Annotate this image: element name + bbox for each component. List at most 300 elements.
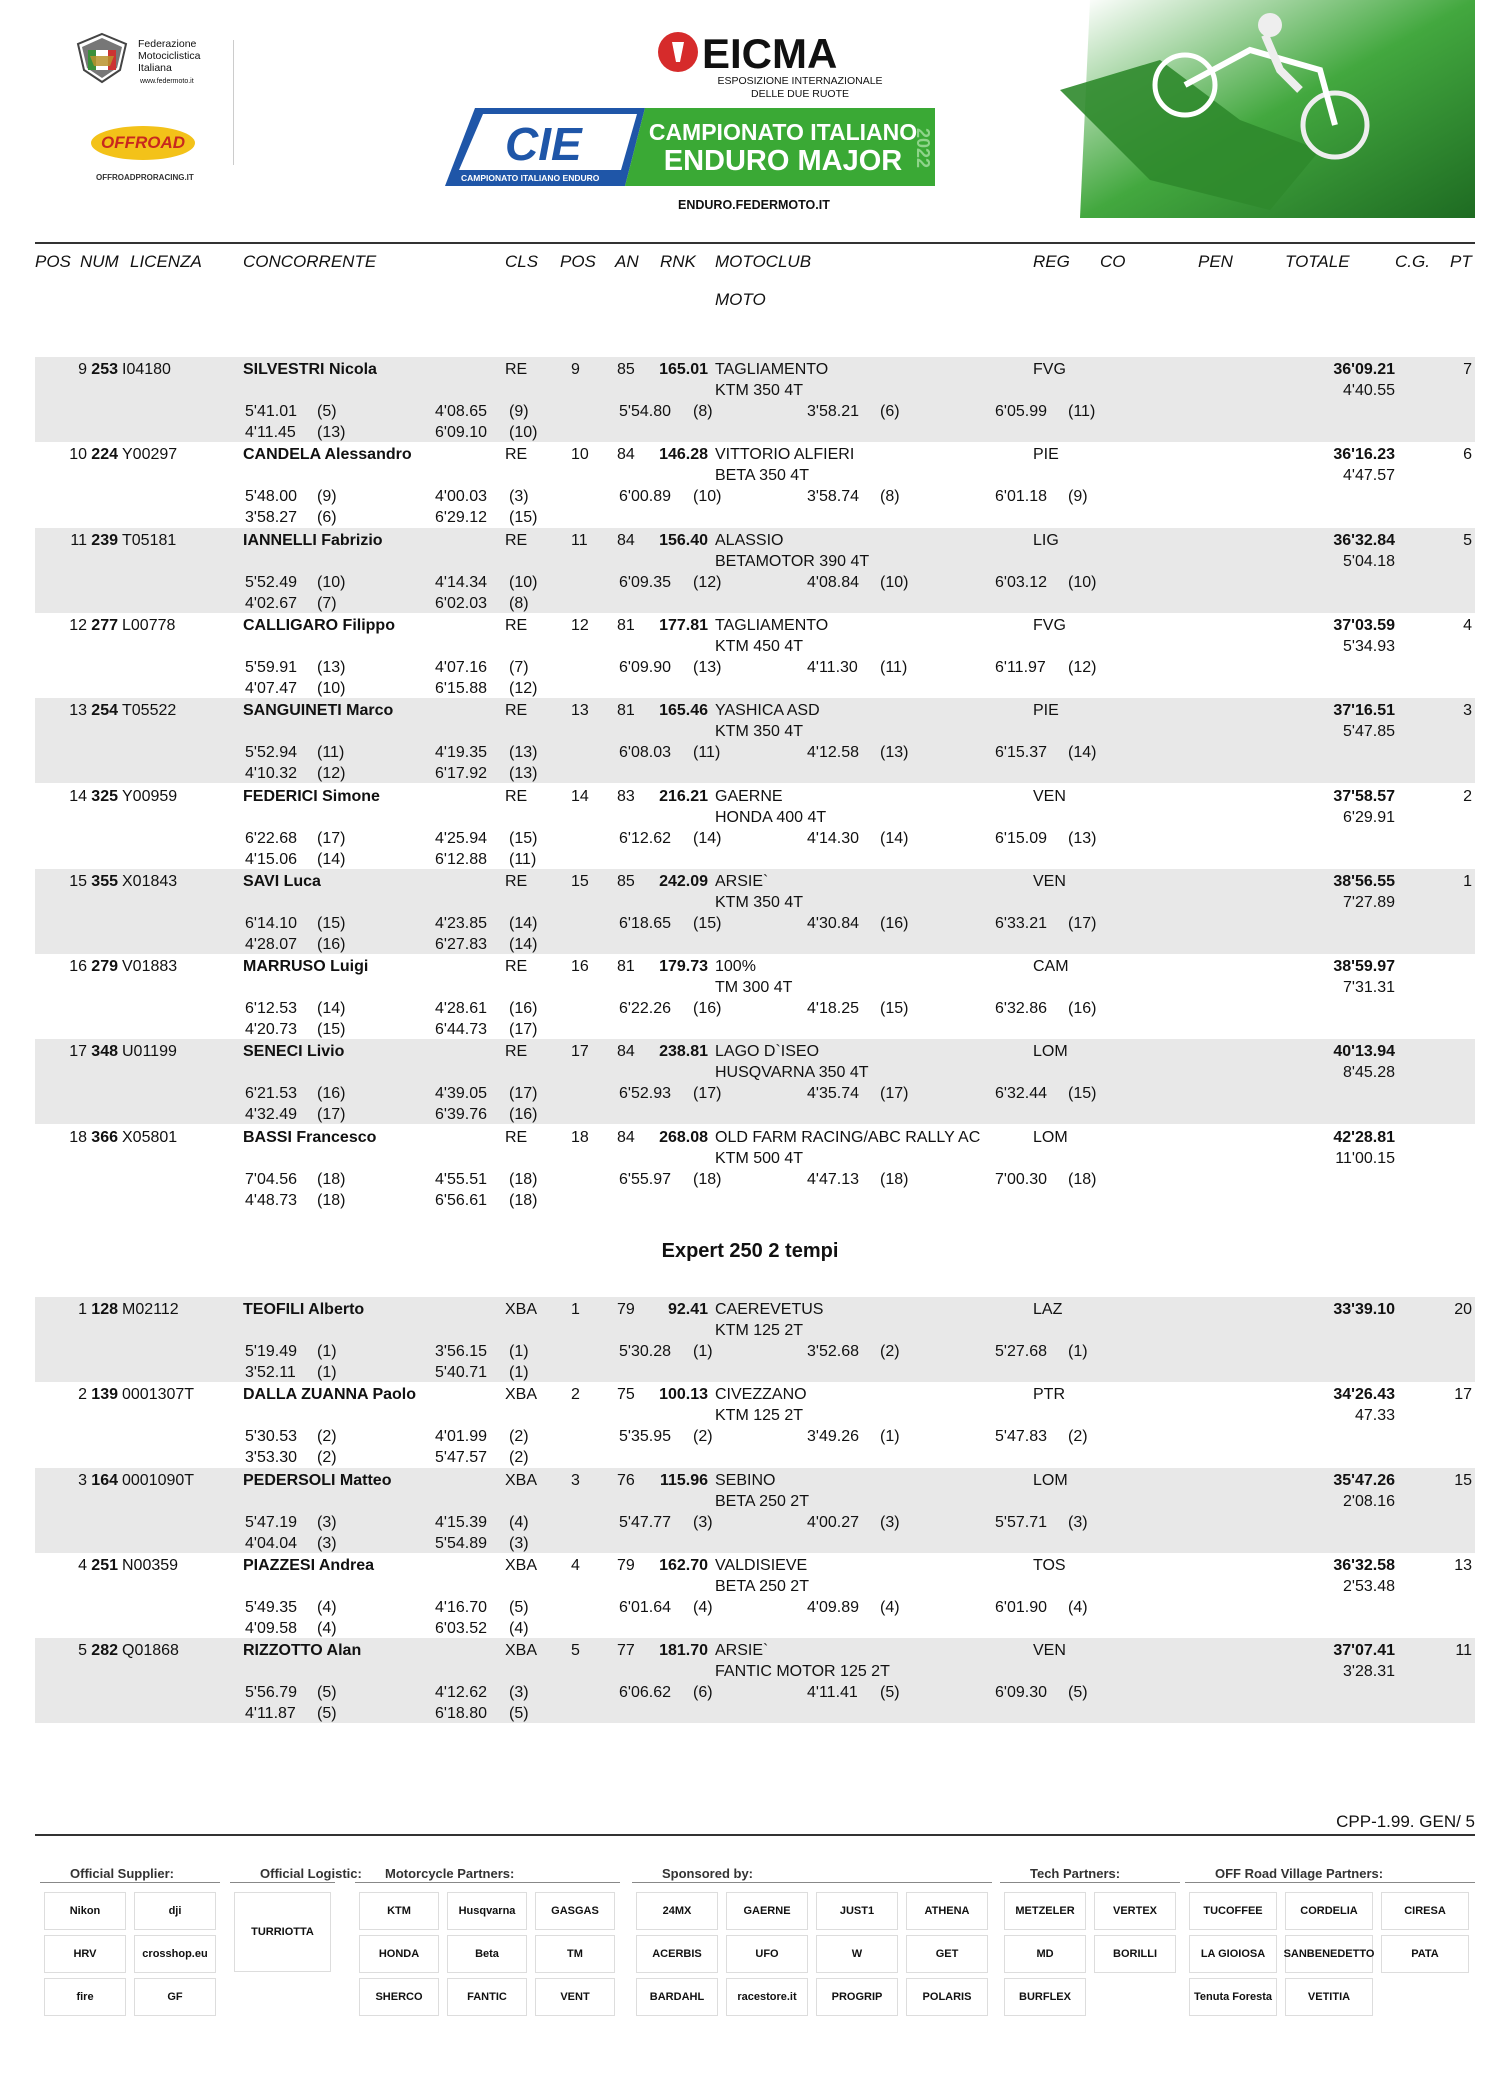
cell-pos2: 15 [571, 872, 589, 890]
cell-t4: 3'58.74 [807, 488, 859, 506]
cell-club: ALASSIO [715, 531, 784, 549]
footer-rule [35, 1834, 1475, 1836]
cell-p3: (2) [693, 1428, 713, 1446]
cell-gap: 7'27.89 [1343, 893, 1395, 911]
cell-reg: VEN [1033, 1642, 1066, 1660]
cell-t3: 6'09.90 [619, 658, 671, 676]
cell-rnk: 100.13 [659, 1386, 708, 1404]
cell-t7: 5'54.89 [435, 1534, 487, 1552]
cell-an: 77 [617, 1642, 635, 1660]
cell-num: 253 [91, 361, 118, 378]
sponsor-logo: dji [134, 1892, 216, 1930]
cell-p4: (2) [880, 1343, 900, 1360]
cell-p5: (18) [1068, 1170, 1097, 1188]
cell-pt: 4 [1463, 616, 1472, 634]
cell-pos2: 4 [571, 1556, 580, 1574]
sponsor-group-line [355, 1882, 620, 1883]
cell-num: 277 [91, 616, 118, 634]
cell-p7: (3) [509, 1534, 529, 1552]
cell-t6: 3'58.27 [245, 509, 297, 527]
cell-t2: 4'12.62 [435, 1684, 487, 1702]
cell-pos: 13 [69, 702, 87, 720]
cell-reg: FVG [1033, 616, 1066, 634]
cell-t1: 6'22.68 [245, 829, 297, 847]
cell-moto: BETA 350 4T [715, 467, 809, 485]
cell-p4: (8) [880, 488, 900, 506]
cell-p3: (13) [693, 658, 722, 676]
cell-pos2: 18 [571, 1128, 589, 1146]
cell-t3: 6'06.62 [619, 1684, 671, 1702]
cell-p7: (17) [509, 1021, 538, 1039]
cell-lic: T05522 [122, 702, 177, 720]
cell-p3: (12) [693, 573, 722, 591]
cell-num: 348 [91, 1043, 118, 1061]
cell-p5: (3) [1068, 1513, 1088, 1531]
cell-t5: 6'11.97 [995, 658, 1046, 676]
cell-reg: LAZ [1033, 1301, 1063, 1318]
cell-club: VITTORIO ALFIERI [715, 446, 855, 464]
cell-t6: 4'10.32 [245, 765, 297, 783]
table-row [35, 528, 1475, 613]
cell-p6: (1) [317, 1364, 337, 1381]
cell-t3: 6'08.03 [619, 744, 671, 762]
cell-p1: (16) [317, 1085, 346, 1103]
sponsor-logo: SANBENEDETTO [1285, 1935, 1373, 1973]
cell-t4: 4'11.41 [807, 1684, 858, 1702]
cell-t6: 4'02.67 [245, 594, 297, 612]
cell-cls: RE [505, 616, 528, 634]
cell-lic: N00359 [122, 1556, 179, 1574]
cell-t7: 6'02.03 [435, 594, 487, 612]
sponsor-logo: W [816, 1935, 898, 1973]
cell-t6: 4'09.58 [245, 1619, 297, 1637]
cell-p5: (14) [1068, 744, 1097, 762]
cell-p1: (1) [317, 1343, 337, 1360]
cell-t3: 6'00.89 [619, 488, 671, 506]
sponsor-logo: BORILLI [1094, 1935, 1176, 1973]
cell-tot: 42'28.81 [1333, 1128, 1395, 1146]
cell-t6: 4'32.49 [245, 1106, 297, 1124]
cell-cls: RE [505, 1128, 528, 1146]
cell-lic: L00778 [122, 616, 176, 634]
offroad-logo-text: OFFROAD [100, 133, 186, 152]
cell-pos2: 14 [571, 787, 589, 805]
cell-t6: 4'11.45 [245, 424, 296, 441]
cell-tot: 35'47.26 [1333, 1471, 1395, 1489]
sponsor-logo: CORDELIA [1285, 1892, 1373, 1930]
cell-pt: 13 [1454, 1556, 1472, 1574]
cell-cls: RE [505, 958, 528, 976]
cell-num: 224 [91, 446, 118, 464]
cell-rnk: 146.28 [659, 446, 708, 464]
cell-p7: (18) [509, 1191, 538, 1209]
cell-p7: (16) [509, 1106, 538, 1124]
cell-t6: 3'53.30 [245, 1449, 297, 1467]
cell-p3: (8) [693, 403, 713, 420]
sponsor-logo: GASGAS [535, 1892, 615, 1930]
cell-pos: 12 [69, 616, 87, 634]
col-moto: MOTO [715, 290, 766, 309]
sponsor-logo: SHERCO [359, 1978, 439, 2016]
cell-moto: HUSQVARNA 350 4T [715, 1064, 869, 1082]
cell-p4: (16) [880, 914, 909, 932]
cell-tot: 37'16.51 [1333, 702, 1395, 720]
cell-gap: 3'28.31 [1343, 1663, 1395, 1681]
col-totale: TOTALE [1285, 252, 1350, 271]
cell-p7: (11) [509, 850, 537, 868]
cell-reg: LIG [1033, 531, 1059, 549]
sponsor-logo: 24MX [636, 1892, 718, 1930]
cell-t5: 6'05.99 [995, 403, 1047, 420]
cell-rnk: 181.70 [659, 1642, 708, 1660]
cell-p5: (2) [1068, 1428, 1088, 1446]
cell-t6: 4'20.73 [245, 1021, 297, 1039]
cell-p4: (3) [880, 1513, 900, 1531]
offroad-logo [88, 122, 198, 164]
cell-t5: 6'01.18 [995, 488, 1047, 506]
cell-name: SENECI Livio [243, 1043, 345, 1061]
cell-p4: (1) [880, 1428, 900, 1446]
cell-cls: XBA [505, 1471, 538, 1489]
cell-lic: V01883 [122, 958, 178, 976]
cell-t3: 5'30.28 [619, 1343, 671, 1360]
cell-t2: 4'01.99 [435, 1428, 487, 1446]
cell-p7: (4) [509, 1619, 529, 1637]
cell-tot: 37'07.41 [1333, 1642, 1395, 1660]
cell-reg: TOS [1033, 1556, 1066, 1574]
cell-gap: 4'47.57 [1343, 467, 1395, 485]
cell-t6: 4'28.07 [245, 935, 297, 953]
cell-t3: 6'22.26 [619, 1000, 671, 1018]
cell-pt: 11 [1455, 1642, 1472, 1660]
cell-lic: Y00959 [122, 787, 178, 805]
sponsor-logo: TUCOFFEE [1189, 1892, 1277, 1930]
cell-moto: KTM 350 4T [715, 893, 804, 911]
cell-club: LAGO D`ISEO [715, 1043, 820, 1061]
cell-t2: 4'23.85 [435, 914, 487, 932]
cell-moto: BETA 250 2T [715, 1492, 809, 1510]
cell-p3: (11) [693, 744, 721, 762]
svg-text:CIE: CIE [505, 118, 582, 170]
cell-moto: KTM 450 4T [715, 637, 804, 655]
cell-num: 239 [91, 531, 118, 549]
cell-pos2: 16 [571, 958, 589, 976]
sponsor-logo: PROGRIP [816, 1978, 898, 2016]
cell-club: SEBINO [715, 1471, 776, 1489]
cell-t7: 6'29.12 [435, 509, 487, 527]
cell-gap: 4'40.55 [1343, 382, 1395, 399]
cell-pos: 17 [69, 1043, 87, 1061]
cell-gap: 5'04.18 [1343, 552, 1395, 570]
cell-p3: (17) [693, 1085, 722, 1103]
cell-an: 81 [617, 958, 635, 976]
sponsor-group-title: Official Logistic: [260, 1866, 362, 1881]
cell-pos2: 9 [571, 361, 580, 378]
cell-name: MARRUSO Luigi [243, 958, 369, 976]
cell-t1: 5'56.79 [245, 1684, 297, 1702]
cell-t1: 5'41.01 [245, 403, 297, 420]
cell-t5: 6'32.86 [995, 1000, 1047, 1018]
eicma-title: EICMA [702, 30, 838, 77]
cell-p3: (15) [693, 914, 722, 932]
cell-gap: 7'31.31 [1343, 979, 1395, 997]
cell-t7: 6'09.10 [435, 424, 487, 441]
cell-an: 81 [617, 702, 635, 720]
cell-pos2: 3 [571, 1471, 580, 1489]
cell-pt: 5 [1463, 531, 1472, 549]
cell-an: 84 [617, 446, 635, 464]
cell-num: 139 [91, 1386, 118, 1404]
cell-p1: (5) [317, 1684, 337, 1702]
table-row [35, 1468, 1475, 1553]
cell-p6: (5) [317, 1705, 337, 1723]
cell-t7: 6'39.76 [435, 1106, 487, 1124]
cell-cls: XBA [505, 1301, 538, 1318]
cell-gap: 8'45.28 [1343, 1064, 1395, 1082]
cell-t4: 4'47.13 [807, 1170, 859, 1188]
cell-pt: 3 [1463, 702, 1472, 720]
cell-moto: KTM 500 4T [715, 1149, 804, 1167]
cell-num: 164 [91, 1471, 118, 1489]
cell-t1: 5'49.35 [245, 1598, 297, 1616]
cell-p6: (3) [317, 1534, 337, 1552]
cell-club: ARSIE` [715, 872, 769, 890]
cell-pos: 15 [69, 872, 87, 890]
col-concorrente: CONCORRENTE [243, 252, 377, 271]
cell-t3: 6'52.93 [619, 1085, 671, 1103]
cell-p6: (4) [317, 1619, 337, 1637]
sponsor-logo: CIRESA [1381, 1892, 1469, 1930]
cie-title2: ENDURO MAJOR [663, 145, 903, 177]
cell-pos2: 12 [571, 616, 589, 634]
cell-gap: 2'53.48 [1343, 1577, 1395, 1595]
cell-t1: 5'47.19 [245, 1513, 297, 1531]
cell-t7: 6'03.52 [435, 1619, 487, 1637]
cell-cls: RE [505, 872, 528, 890]
cell-p7: (10) [509, 424, 538, 441]
cell-pos: 1 [78, 1301, 87, 1318]
cell-lic: M02112 [122, 1301, 179, 1318]
cell-t5: 5'27.68 [995, 1343, 1047, 1360]
cell-name: PEDERSOLI Matteo [243, 1471, 392, 1489]
sponsor-logo: GF [134, 1978, 216, 2016]
cell-pos: 18 [69, 1128, 87, 1146]
sponsor-logo: VETITIA [1285, 1978, 1373, 2016]
cell-cls: RE [505, 361, 528, 378]
sponsor-logo: POLARIS [906, 1978, 988, 2016]
cell-pt: 6 [1463, 446, 1472, 464]
cell-t5: 6'32.44 [995, 1085, 1047, 1103]
cell-p2: (17) [509, 1085, 538, 1103]
cell-moto: KTM 125 2T [715, 1407, 804, 1425]
cell-t4: 4'14.30 [807, 829, 859, 847]
cell-t4: 4'12.58 [807, 744, 859, 762]
cell-lic: X01843 [122, 872, 178, 890]
cell-p7: (8) [509, 594, 529, 612]
sponsor-logo: KTM [359, 1892, 439, 1930]
cell-p2: (15) [509, 829, 538, 847]
col-pos2: POS [560, 252, 596, 271]
cell-moto: KTM 125 2T [715, 1322, 804, 1339]
cell-t1: 5'19.49 [245, 1343, 297, 1360]
cell-t7: 5'47.57 [435, 1449, 487, 1467]
cell-club: GAERNE [715, 787, 783, 805]
cell-p5: (13) [1068, 829, 1097, 847]
cell-t5: 6'09.30 [995, 1684, 1047, 1702]
cell-rnk: 242.09 [659, 872, 708, 890]
cell-p7: (12) [509, 679, 538, 697]
cell-club: OLD FARM RACING/ABC RALLY AC [715, 1128, 981, 1146]
cell-p4: (14) [880, 829, 909, 847]
col-cg: C.G. [1395, 252, 1430, 271]
sponsor-group-title: Sponsored by: [662, 1866, 754, 1881]
cell-name: IANNELLI Fabrizio [243, 531, 383, 549]
cell-gap: 2'08.16 [1343, 1492, 1395, 1510]
sponsor-logo: FANTIC [447, 1978, 527, 2016]
sponsor-logo: Husqvarna [447, 1892, 527, 1930]
cell-p4: (17) [880, 1085, 909, 1103]
cell-p3: (1) [693, 1343, 713, 1360]
cell-p6: (7) [317, 594, 337, 612]
cell-rnk: 156.40 [659, 531, 708, 549]
table-row [35, 1039, 1475, 1124]
cell-moto: KTM 350 4T [715, 382, 804, 399]
col-an: AN [615, 252, 639, 271]
sponsor-logo: MD [1004, 1935, 1086, 1973]
cell-lic: X05801 [122, 1128, 178, 1146]
cell-moto: TM 300 4T [715, 979, 793, 997]
cell-p1: (17) [317, 829, 346, 847]
cell-gap: 5'34.93 [1343, 637, 1395, 655]
cell-moto: BETAMOTOR 390 4T [715, 552, 870, 570]
cell-reg: LOM [1033, 1043, 1068, 1061]
cell-cls: RE [505, 1043, 528, 1061]
cell-p7: (13) [509, 765, 538, 783]
cell-rnk: 162.70 [659, 1556, 708, 1574]
cell-t3: 6'55.97 [619, 1170, 671, 1188]
cell-cls: RE [505, 446, 528, 464]
cell-lic: Y00297 [122, 446, 178, 464]
cell-t4: 3'49.26 [807, 1428, 859, 1446]
cell-reg: LOM [1033, 1471, 1068, 1489]
cell-p1: (18) [317, 1170, 346, 1188]
cell-lic: 0001090T [122, 1471, 195, 1489]
cell-cls: XBA [505, 1386, 538, 1404]
cell-p6: (17) [317, 1106, 346, 1124]
cell-t2: 4'55.51 [435, 1170, 487, 1188]
cell-p6: (15) [317, 1021, 346, 1039]
sponsor-logo: Beta [447, 1935, 527, 1973]
cell-t1: 6'12.53 [245, 1000, 297, 1018]
cell-moto: FANTIC MOTOR 125 2T [715, 1663, 890, 1681]
cell-t1: 6'21.53 [245, 1085, 297, 1103]
fmi-url: www.federmoto.it [140, 78, 194, 85]
cell-an: 79 [617, 1556, 635, 1574]
eicma-logo [650, 24, 950, 104]
sponsor-logo: JUST1 [816, 1892, 898, 1930]
cell-name: SILVESTRI Nicola [243, 361, 377, 378]
sponsor-logo: UFO [726, 1935, 808, 1973]
cell-p6: (14) [317, 850, 346, 868]
cell-p4: (6) [880, 403, 900, 420]
header-divider [233, 40, 234, 165]
sponsor-group-line [632, 1882, 992, 1883]
cell-t2: 4'15.39 [435, 1513, 487, 1531]
cell-cls: RE [505, 702, 528, 720]
cell-t3: 5'54.80 [619, 403, 671, 420]
cell-pt: 20 [1454, 1301, 1472, 1318]
cell-pos: 4 [78, 1556, 87, 1574]
cell-t1: 5'52.49 [245, 573, 297, 591]
sponsor-logo: BARDAHL [636, 1978, 718, 2016]
cie-badge-text: CAMPIONATO ITALIANO ENDURO [461, 173, 600, 183]
cell-name: CALLIGARO Filippo [243, 616, 395, 634]
col-pos: POS [35, 252, 71, 271]
cell-p4: (4) [880, 1598, 900, 1616]
col-pen: PEN [1198, 252, 1233, 271]
fmi-logo [72, 30, 132, 86]
cell-pos2: 2 [571, 1386, 580, 1404]
cell-p5: (17) [1068, 914, 1097, 932]
sponsor-logo: fire [44, 1978, 126, 2016]
cell-t3: 6'12.62 [619, 829, 671, 847]
cell-name: SAVI Luca [243, 872, 321, 890]
cell-tot: 36'32.84 [1333, 531, 1395, 549]
cell-t3: 6'09.35 [619, 573, 671, 591]
cell-t4: 4'09.89 [807, 1598, 859, 1616]
cell-tot: 34'26.43 [1333, 1386, 1395, 1404]
cell-lic: U01199 [122, 1043, 177, 1061]
cell-lic: T05181 [122, 531, 177, 549]
cell-num: 251 [91, 1556, 118, 1574]
cell-t2: 4'19.35 [435, 744, 487, 762]
cell-p6: (12) [317, 765, 346, 783]
cell-t1: 7'04.56 [245, 1170, 297, 1188]
cell-t5: 7'00.30 [995, 1170, 1047, 1188]
cell-p7: (1) [509, 1364, 529, 1381]
sponsor-logo: HONDA [359, 1935, 439, 1973]
cell-name: RIZZOTTO Alan [243, 1642, 362, 1660]
cie-banner [445, 108, 935, 186]
cell-club: TAGLIAMENTO [715, 616, 829, 634]
col-rnk: RNK [660, 252, 696, 271]
cell-p5: (16) [1068, 1000, 1097, 1018]
cell-t2: 4'25.94 [435, 829, 487, 847]
cell-name: BASSI Francesco [243, 1128, 377, 1146]
cell-t5: 6'01.90 [995, 1598, 1047, 1616]
cell-p2: (16) [509, 1000, 538, 1018]
table-row [35, 698, 1475, 783]
cell-pos2: 13 [571, 702, 589, 720]
cell-pos: 11 [70, 531, 87, 549]
cell-pt: 7 [1463, 361, 1472, 378]
cell-pt: 2 [1463, 787, 1472, 805]
cell-p5: (9) [1068, 488, 1088, 506]
cell-lic: Q01868 [122, 1642, 179, 1660]
cell-t1: 6'14.10 [245, 914, 297, 932]
cell-p1: (11) [317, 744, 345, 762]
offroad-url: OFFROADPRORACING.IT [96, 173, 194, 182]
cell-tot: 36'32.58 [1333, 1556, 1395, 1574]
cell-pos: 16 [69, 958, 87, 976]
cell-t1: 5'48.00 [245, 488, 297, 506]
sponsor-logo: GET [906, 1935, 988, 1973]
table-row [35, 442, 1475, 527]
cell-t6: 4'15.06 [245, 850, 297, 868]
cell-t6: 4'48.73 [245, 1191, 297, 1209]
cell-p1: (14) [317, 1000, 346, 1018]
cell-reg: PTR [1033, 1386, 1065, 1404]
